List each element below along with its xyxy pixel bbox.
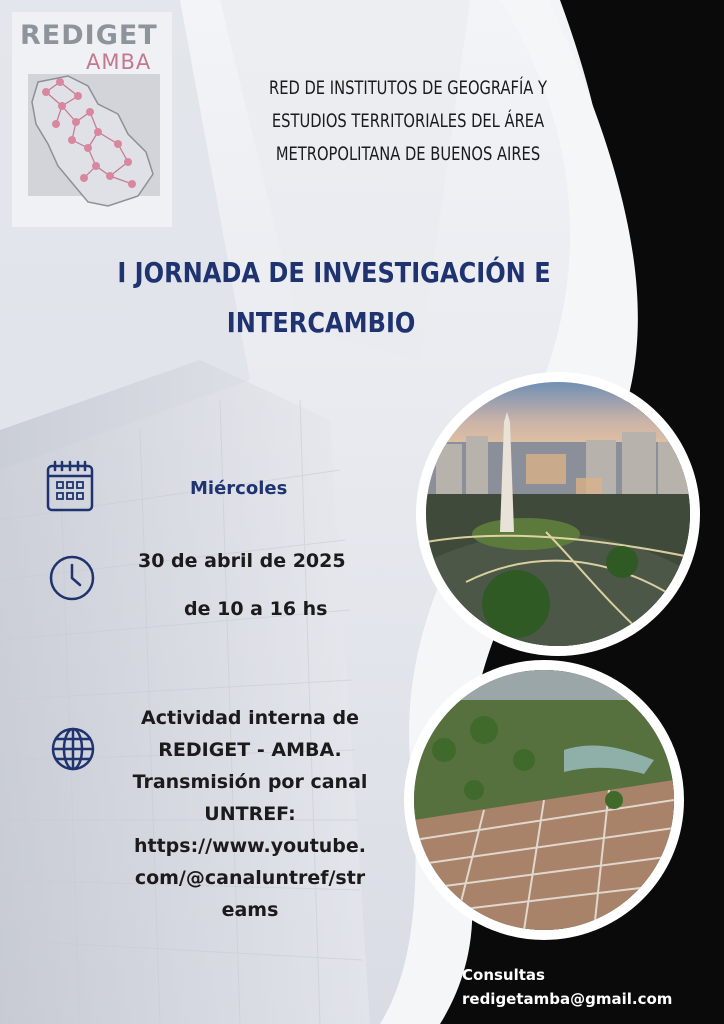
- amba-map-icon: [28, 74, 160, 214]
- activity-line: REDIGET - AMBA.: [158, 739, 342, 761]
- stream-link-line[interactable]: com/@canaluntref/str: [134, 867, 366, 889]
- aerial-suburb-photo: [404, 660, 684, 940]
- city-obelisk-photo: [416, 372, 700, 656]
- event-day: Miércoles: [190, 478, 288, 499]
- contact-label: Consultas: [462, 966, 545, 984]
- organization-name-line: ESTUDIOS TERRITORIALES DEL ÁREA: [271, 110, 545, 132]
- organization-name-line: RED DE INSTITUTOS DE GEOGRAFÍA Y: [268, 77, 548, 99]
- calendar-icon: [46, 460, 94, 512]
- activity-line: UNTREF:: [204, 803, 296, 825]
- activity-line: Actividad interna de: [141, 707, 359, 729]
- event-title-line: I JORNADA DE INVESTIGACIÓN E: [117, 256, 551, 289]
- contact-email[interactable]: redigetamba@gmail.com: [462, 990, 673, 1008]
- logo-title: REDIGET: [20, 20, 158, 51]
- event-title: [110, 248, 557, 348]
- globe-icon: [50, 726, 96, 772]
- event-title-line: INTERCAMBIO: [226, 306, 416, 339]
- activity-description: [100, 702, 400, 926]
- clock-icon: [48, 554, 96, 602]
- stream-link-line[interactable]: https://www.youtube.: [133, 835, 367, 857]
- logo-subtitle: AMBA: [86, 50, 152, 74]
- activity-line: Transmisión por canal: [132, 771, 368, 793]
- event-time: de 10 a 16 hs: [184, 598, 328, 620]
- organization-name: [262, 72, 554, 171]
- organization-name-line: METROPOLITANA DE BUENOS AIRES: [275, 143, 541, 165]
- stream-link-line[interactable]: eams: [221, 899, 279, 921]
- event-date: 30 de abril de 2025: [138, 550, 346, 572]
